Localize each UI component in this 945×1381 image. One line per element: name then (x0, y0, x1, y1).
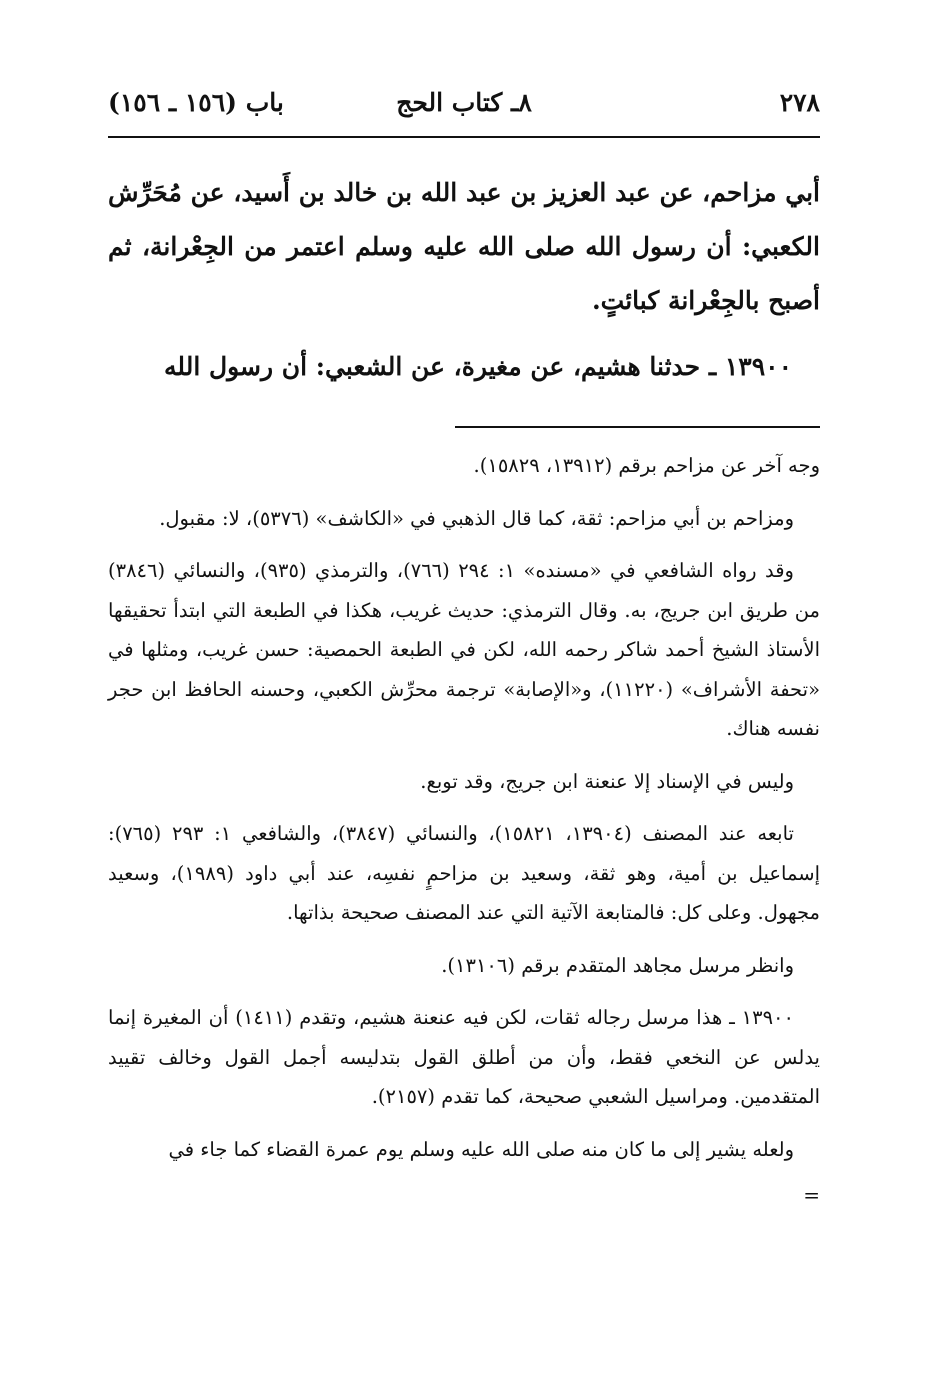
footnote-paragraph: وليس في الإسناد إلا عنعنة ابن جريج، وقد توبع. (420, 769, 794, 793)
footnote-paragraph: تابعه عند المصنف (١٣٩٠٤، ١٥٨٢١)، والنسائي (٣٨٤٧)، والشافعي ١: ٢٩٣ (٧٦٥): إسماعيل بن أمية، وهو ثقة، وسعيد بن مزاحمٍ نفسِه، عند أبي داود (١٩٨٩)، وسعيد مجهول. وعلى كل: فالمتابعة الآتية التي عند المصنف صحيحة بذاتها. (108, 822, 820, 924)
footnotes (108, 446, 820, 1229)
footnote-paragraph: ولعله يشير إلى ما كان منه صلى الله عليه وسلم يوم عمرة القضاء كما جاء في (168, 1137, 794, 1161)
header-rule (108, 136, 820, 138)
main-text (108, 166, 820, 394)
chapter-heading: باب (١٥٦ ـ ١٥٦) (108, 88, 284, 117)
footnote-separator (455, 426, 820, 428)
continuation-mark: = (803, 1183, 820, 1207)
book-title: ٨ـ كتاب الحج (396, 88, 532, 117)
footnote-paragraph: وقد رواه الشافعي في «مسنده» ١: ٢٩٤ (٧٦٦)، والترمذي (٩٣٥)، والنسائي (٣٨٤٦) من طريق ابن جريج، به. وقال الترمذي: حديث غريب، هكذا في الطبعة التي ابتدأ تحقيقها الأستاذ الشيخ أحمد شاكر رحمه الله، لكن في الطبعة الحمصية: حسن غريب، ومثلها في «تحفة الأشراف» (١١٢٢٠)، و«الإصابة» ترجمة محرِّش الكعبي، وحسنه الحافظ ابن حجر نفسه هناك. (108, 559, 820, 740)
footnote-paragraph: وانظر مرسل مجاهد المتقدم برقم (١٣١٠٦). (441, 953, 794, 977)
main-paragraph: أبي مزاحم، عن عبد العزيز بن عبد الله بن خالد بن أَسيد، عن مُحَرِّش الكعبي: أن رسول الله صلى الله عليه وسلم اعتمر من الجِعْرانة، ثم أصبح بالجِعْرانة كبائتٍ. (108, 178, 820, 315)
footnote-paragraph: ومزاحم بن أبي مزاحم: ثقة، كما قال الذهبي في «الكاشف» (٥٣٧٦)، لا: مقبول. (159, 506, 794, 530)
page-header (108, 86, 820, 126)
footnote-paragraph: ١٣٩٠٠ ـ هذا مرسل رجاله ثقات، لكن فيه عنعنة هشيم، وتقدم (١٤١١) أن المغيرة إنما يدلس عن النخعي فقط، وأن من أطلق القول بتدليسه أجمل القول وخالف تقييد المتقدمين. ومراسيل الشعبي صحيحة، كما تقدم (٢١٥٧). (108, 1006, 820, 1108)
hadith-paragraph: ١٣٩٠٠ ـ حدثنا هشيم، عن مغيرة، عن الشعبي: أن رسول الله (164, 352, 792, 381)
page-number: ٢٧٨ (779, 88, 820, 117)
footnote-paragraph: وجه آخر عن مزاحم برقم (١٣٩١٢، ١٥٨٢٩). (473, 454, 820, 477)
